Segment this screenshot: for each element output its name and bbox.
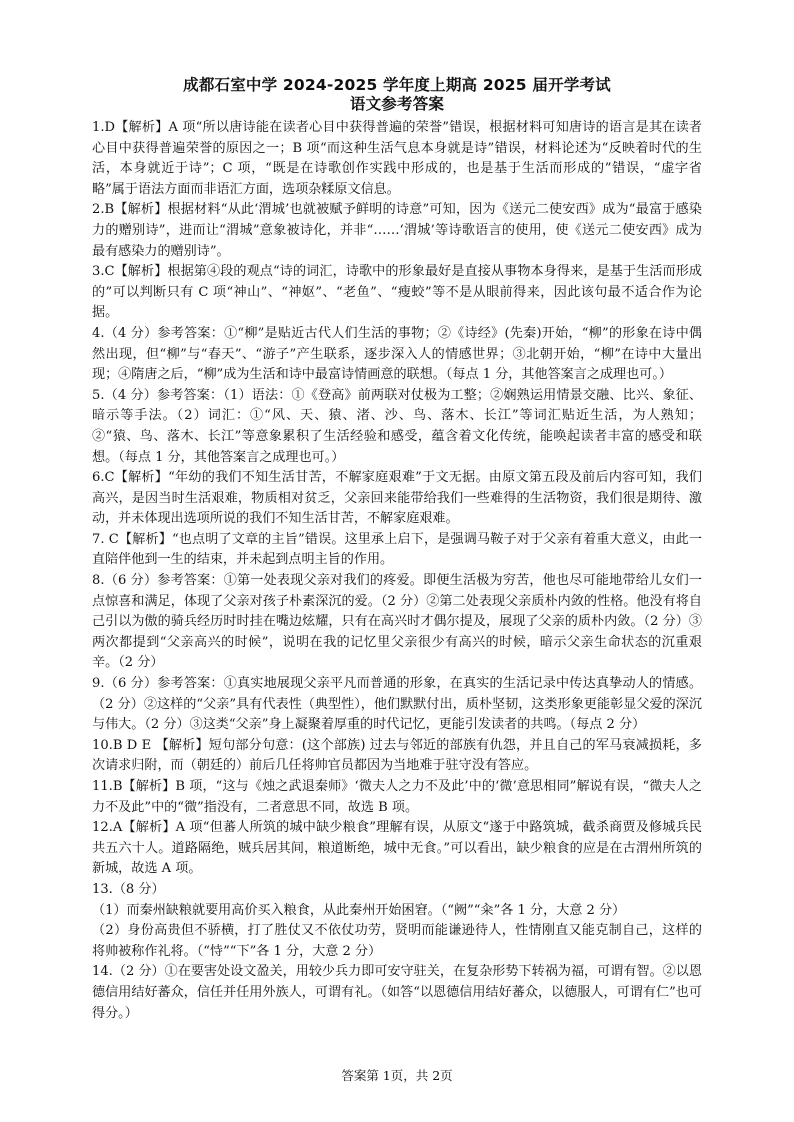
answer-item-2: 2.B【解析】根据材料“从此‘渭城’也就被赋予鲜明的诗意”可知，因为《送元二使安西》成为“最富于感染力的赠别诗”，进而让“渭城”意象被诗化，并非“……‘渭城’等诗歌语言的使用，使《送元二使安西》成为最有感染力的赠别诗”。 [92, 202, 702, 259]
answer-list [92, 118, 702, 1024]
document-title: 成都石室中学 2024-2025 学年度上期高 2025 届开学考试 [183, 76, 611, 94]
answer-item-9: 9.（6 分）参考答案：①真实地展现父亲平凡而普通的形象，在真实的生活记录中传达真挚动人的情感。（2 分）②这样的“父亲”具有代表性（典型性），他们默默付出，质朴坚韧，这类形象更能彰显父爱的深沉与伟大。（2 分）③这类“父亲”身上凝聚着厚重的时代记忆，更能引发读者的共鸣。（每点 2 分） [92, 676, 702, 733]
page-footer: 答案第 1页，共 2页 [341, 1068, 453, 1083]
document-subtitle: 语文参考答案 [349, 95, 445, 113]
answer-item-3: 3.C【解析】根据第④段的观点“诗的词汇，诗歌中的形象最好是直接从事物本身得来，是基于生活而形成的”可以判断只有 C 项“神山”、“神妪”、“老鱼”、“瘦蛟”等不是从眼前得来，因此该句最不适合作为论据。 [92, 264, 702, 321]
answer-item-11: 11.B【解析】B 项，“这与《烛之武退秦师》‘微夫人之力不及此’中的‘微’意思相同”解说有误，“微夫人之力不及此”中的“微”指没有，二者意思不同，故选 B 项。 [92, 779, 702, 815]
answer-item-4: 4.（4 分）参考答案：①“柳”是贴近古代人们生活的事物；②《诗经》(先秦)开始，“柳”的形象在诗中偶然出现，但“柳”与“春天”、“游子”产生联系，逐步深入人的情感世界；③北朝开始，“柳”在诗中大量出现；④隋唐之后，“柳”成为生活和诗中最富诗情画意的联想。（每点 1 分，其他答案言之成理也可。） [92, 325, 702, 383]
answer-item-14: 14.（2 分）①在要害处设文盈关，用较少兵力即可安守驻关，在复杂形势下转祸为福，可谓有智。②以恩德信用结好蕃众，信任并任用外族人，可谓有礼。（如答“以恩德信用结好蕃众，以德服人，可谓有仁”也可得分。） [92, 964, 702, 1021]
answer-item-6: 6.C【解析】“年幼的我们不知生活甘苦，不解家庭艰难”于文无据。由原文第五段及前后内容可知，我们高兴，是因当时生活艰难，物质相对贫乏，父亲回来能带给我们一些难得的生活物资，我们很是期待、激动，并未体现出选项所说的我们不知生活甘苦，不解家庭艰难。 [92, 470, 702, 527]
answer-item-13-part-1: （1）而秦州缺粮就要用高价买入粮食，从此秦州开始困窘。（“阙”“籴”各 1 分，大意 2 分） [92, 902, 626, 918]
answer-item-1: 1.D【解析】A 项“所以唐诗能在读者心目中获得普遍的荣誉”错误，根据材料可知唐诗的语言是其在读者心目中获得普遍荣誉的原因之一；B 项“而这种生活气息本身就是诗”错误，材料论述为“反映着时代的生活，本身就近于诗”；C 项，“既是在诗歌创作实践中形成的，也是基于生活而形成的”错误，“虚字省略”属于语法方面而非语汇方面，选项杂糅原文信息。 [92, 120, 702, 197]
answer-item-5: 5.（4 分）参考答案：（1）语法：①《登高》前两联对仗极为工整；②娴熟运用情景交融、比兴、象征、暗示等手法。（2）词汇：①“风、天、猿、渚、沙、鸟、落木、长江”等词汇贴近生活，为人熟知；②“猿、鸟、落木、长江”等意象累积了生活经验和感受，蕴含着文化传统，能唤起读者丰富的感受和联想。（每点 1 分，其他答案言之成理也可。） [92, 387, 702, 465]
answer-item-8: 8.（6 分）参考答案：①第一处表现父亲对我们的疼爱。即便生活极为穷苦，他也尽可能地带给儿女们一点惊喜和满足，体现了父亲对孩子朴素深沉的爱。（2 分）②第二处表现父亲质朴内敛的性格。他没有将自己引以为傲的骑兵经历时时挂在嘴边炫耀，只有在高兴时才偶尔提及，展现了父亲的质朴内敛。（2 分）③两次都提到“父亲高兴的时候”，说明在我的记忆里父亲很少有高兴的时候，暗示父亲生命状态的沉重艰辛。（2 分） [92, 573, 702, 671]
answer-item-13: 13.（8 分） [92, 881, 165, 897]
answer-item-10: 10.B D E 【解析】短句部分句意：(这个部族) 过去与邻近的部族有仇怨，并且自己的军马衰减损耗，多次请求归附，而（朝廷的）前后几任将帅官员都因为当地难于驻守没有答应。 [92, 737, 702, 774]
answer-item-12: 12.A【解析】A 项“但蕃人所筑的城中缺少粮食”理解有误，从原文“遂于中路筑城，截杀商贾及修城兵民共五六十人。道路隔绝，贼兵居其间，粮道断绝，城中无食。”可以看出，缺少粮食的应是在古渭州所筑的新城，故选 A 项。 [92, 820, 702, 877]
answer-item-7: 7. C【解析】“也点明了文章的主旨”错误。这里承上启下，是强调马鞍子对于父亲有着重大意义，由此一直陪伴他到一生的结束，并未起到点明主旨的作用。 [92, 531, 702, 568]
answer-item-13-part-2: （2）身份高贵但不骄横，打了胜仗又不依仗功劳，贤明而能谦逊待人，性情刚直又能克制自己，这样的将帅被称作礼将。（“恃”“下”各 1 分，大意 2 分） [92, 923, 702, 959]
